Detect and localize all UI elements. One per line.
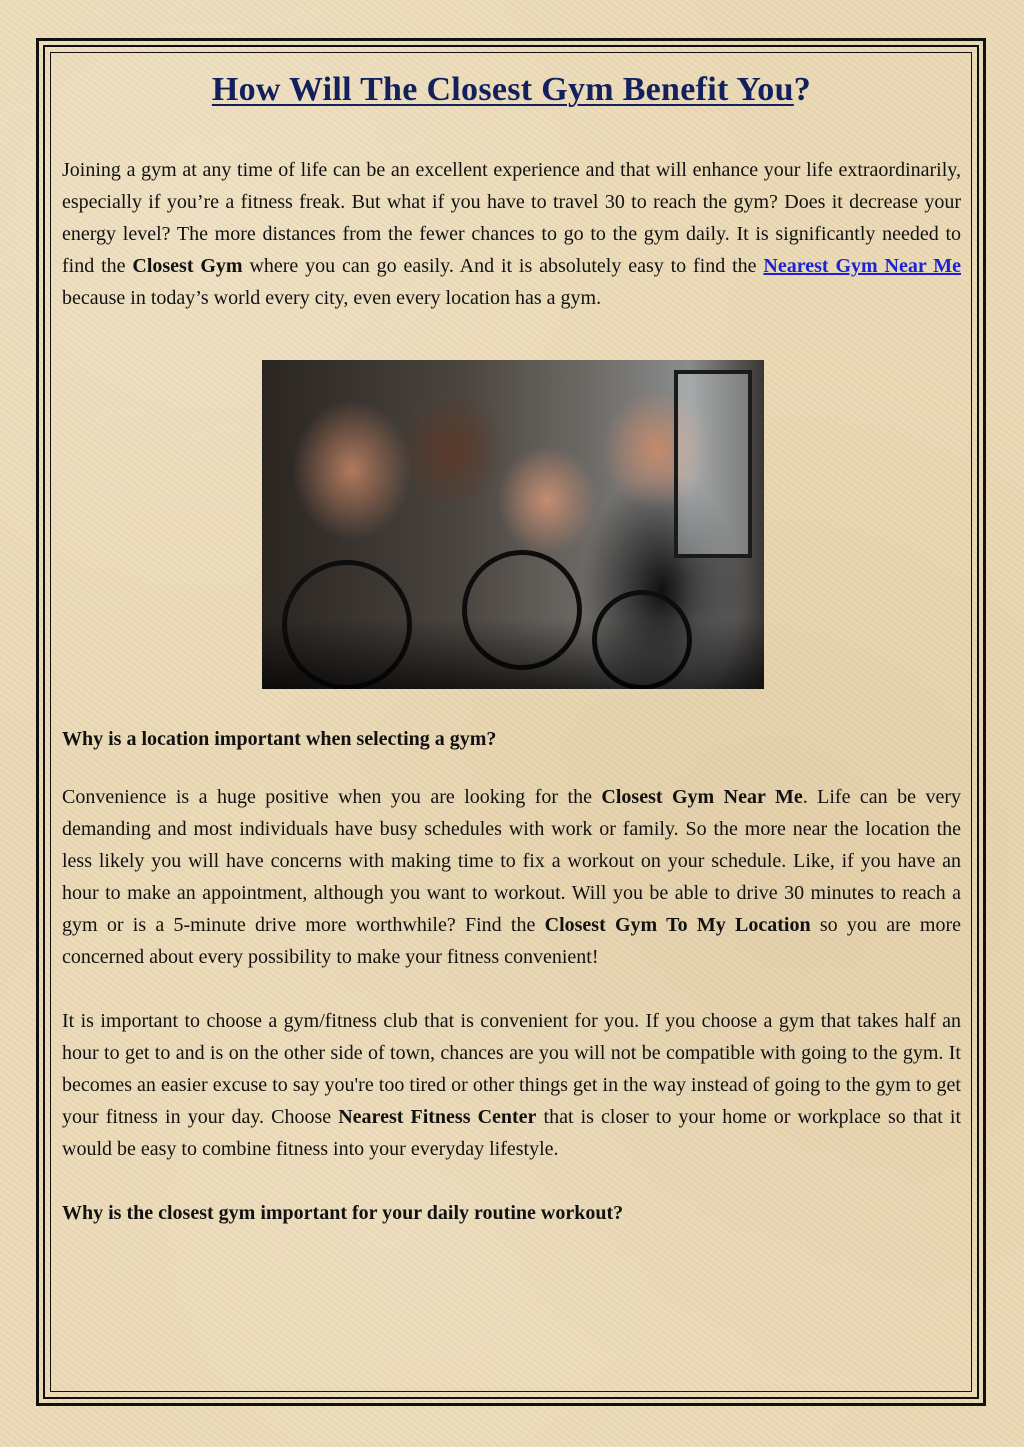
convenience-text-2: . Life can be very demanding and most individuals have busy schedules with work or family. So the more near the location the less likely you will have concerns with making time to fix a workout on your schedule. Like, if you have an hour to make an appointment, although you want to workout. Will you be able to drive 30 minutes to reach a gym or is a 5-minute drive more worthwhile? Find the <box>62 786 961 936</box>
convenience-text-1: Convenience is a huge positive when you are looking for the <box>62 786 602 808</box>
convenience-paragraph <box>62 781 961 973</box>
document-body <box>62 62 961 1229</box>
page-title-text: How Will The Closest Gym Benefit You <box>211 71 794 108</box>
convenience-bold-closest-gym-to-my-location: Closest Gym To My Location <box>544 914 811 936</box>
intro-text-3: because in today’s world every city, even every location has a gym. <box>62 287 602 309</box>
photo-window <box>674 370 752 558</box>
choose-text-2: that is closer to your home or workplace so that it would be easy to combine fitness into your everyday lifestyle. <box>62 1106 962 1160</box>
page-title <box>62 62 961 118</box>
nearest-gym-near-me-link[interactable]: Nearest Gym Near Me <box>763 255 961 277</box>
choose-bold-nearest-fitness-center: Nearest Fitness Center <box>338 1106 537 1128</box>
choose-gym-paragraph <box>62 1005 961 1165</box>
choose-text-1: It is important to choose a gym/fitness club that is convenient for you. If you choose a gym that takes half an hour to get to and is on the other side of town, chances are you will not be compatible with going to the gym. It becomes an easier excuse to say you're too tired or other things get in the way instead of going to the gym to get your fitness in your day. Choose <box>62 1010 961 1128</box>
page-title-qmark: ? <box>793 71 812 108</box>
intro-paragraph <box>62 154 961 314</box>
intro-text-2: where you can go easily. And it is absolutely easy to find the <box>242 255 764 277</box>
gym-class-photo <box>262 360 764 689</box>
intro-bold-closest-gym: Closest Gym <box>132 255 243 277</box>
intro-text-1: Joining a gym at any time of life can be an excellent experience and that will enhance your life extraordinarily, especially if you’re a fitness freak. But what if you have to travel 30 to reach the gym? Does it decrease your energy level? The more distances from the fewer chances to go to the gym daily. It is significantly needed to find the <box>62 159 961 277</box>
section-heading-daily-routine: Why is the closest gym important for your daily routine workout? <box>62 1202 624 1224</box>
section-heading-location: Why is a location important when selecting a gym? <box>62 728 497 750</box>
convenience-text-3: so you are more concerned about every possibility to make your fitness convenient! <box>62 914 961 968</box>
convenience-bold-closest-gym-near-me: Closest Gym Near Me <box>601 786 803 808</box>
photo-floor-shadow <box>262 619 764 689</box>
